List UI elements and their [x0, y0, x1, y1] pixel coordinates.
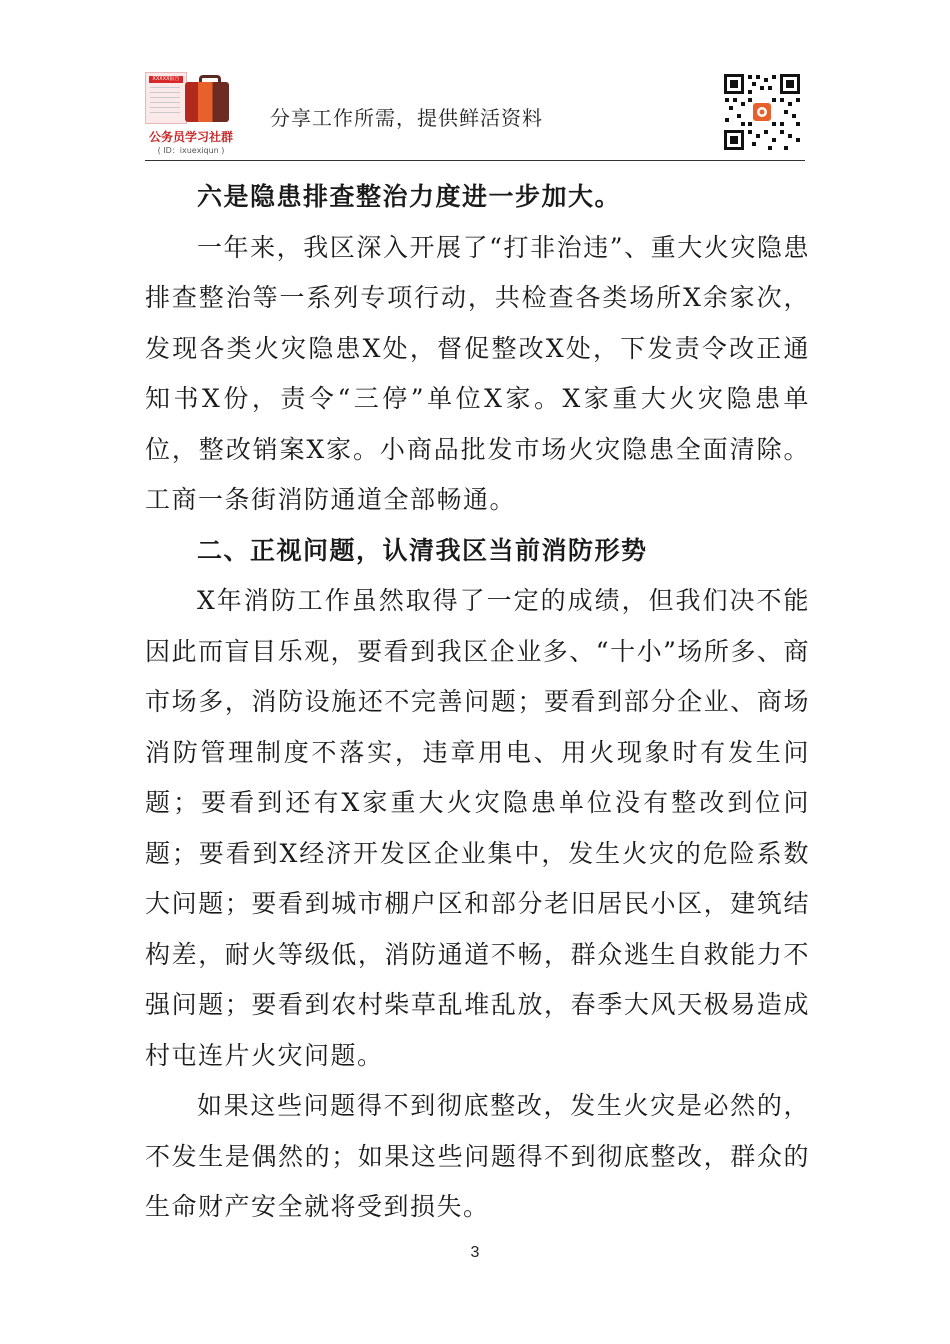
section-heading: 二、正视问题，认清我区当前消防形势 — [197, 535, 648, 565]
logo-doc-badge: XXXXX报告 — [149, 76, 183, 83]
page-header — [0, 0, 950, 160]
community-logo — [145, 72, 237, 158]
document-icon — [145, 72, 187, 124]
page-number: 3 — [470, 1244, 480, 1261]
body-paragraph: 如果这些问题得不到彻底整改，发生火灾是必然的，不发生是偶然的；如果这些问题得不到彻底整改，群众的生命财产安全就将受到损失。 — [145, 1091, 810, 1221]
document-body — [145, 172, 810, 1233]
qr-code-icon — [722, 72, 802, 152]
logo-id: ( ID：ixuexiqun ) — [157, 146, 225, 155]
logo-title: 公务员学习社群 — [148, 130, 233, 144]
briefcase-icon — [185, 82, 229, 122]
body-paragraph: 一年来，我区深入开展了“打非治违”、重大火灾隐患排查整治等一系列专项行动，共检查各类场所X余家次，发现各类火灾隐患X处，督促整改X处，下发责令改正通知书X份，责令“三停”单位X家。X家重大火灾隐患单位，整改销案X家。小商品批发市场火灾隐患全面清除。工商一条街消防通道全部畅通。 — [145, 232, 810, 514]
header-divider — [145, 160, 805, 161]
header-tagline: 分享工作所需，提供鲜活资料 — [270, 106, 543, 130]
body-paragraph: X年消防工作虽然取得了一定的成绩，但我们决不能因此而盲目乐观，要看到我区企业多、“十小”场所多、商市场多，消防设施还不完善问题；要看到部分企业、商场消防管理制度不落实，违章用电、用火现象时有发生问题；要看到还有X家重大火灾隐患单位没有整改到位问题；要看到X经济开发区企业集中，发生火灾的危险系数大问题；要看到城市棚户区和部分老旧居民小区，建筑结构差，耐火等级低，消防通道不畅，群众逃生自救能力不强问题；要看到农村柴草乱堆乱放，春季大风天极易造成村屯连片火灾问题。 — [145, 586, 810, 1070]
section-heading: 六是隐患排查整治力度进一步加大。 — [197, 182, 622, 211]
